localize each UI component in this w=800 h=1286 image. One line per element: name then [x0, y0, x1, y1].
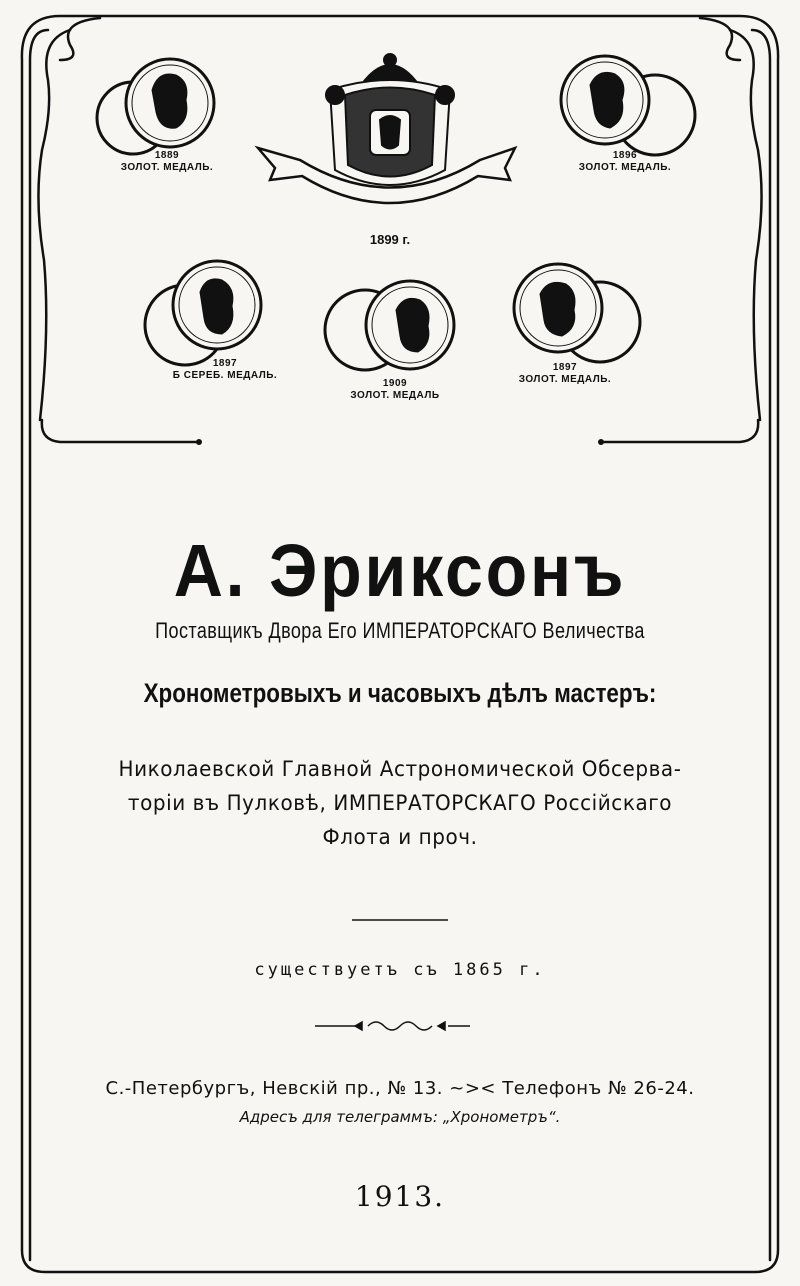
medal-label: ЗОЛОТ. МЕДАЛЬ. [518, 374, 612, 385]
profession-line: Хронометровыхъ и часовыхъ дѣлъ мастеръ: [143, 678, 657, 708]
medal-label: ЗОЛОТ. МЕДАЛЬ [350, 390, 440, 401]
imperial-crest-icon [258, 54, 515, 203]
medal-icon-1889 [97, 59, 214, 154]
medal-caption-5 [505, 362, 625, 386]
medal-label: ЗОЛОТ. МЕДАЛЬ. [120, 162, 214, 173]
medal-icon-1896 [561, 56, 695, 155]
phone-number: Телефонъ № 26-24. [502, 1078, 695, 1099]
medal-year: 1896 [612, 150, 638, 161]
medal-caption-4 [335, 378, 455, 402]
body-line-2: торіи въ Пулковѣ, ИМПЕРАТОРСКАГО Россійскаго [127, 791, 673, 815]
subtitle: Поставщикъ Двора Его ИМПЕРАТОРСКАГО Величества [155, 618, 645, 643]
telegram-address: Адресъ для телеграммъ: „Хронометръ“. [239, 1108, 561, 1126]
page-title: А. Эриксонъ [173, 529, 627, 612]
address-line [40, 1078, 760, 1099]
body-text [58, 752, 742, 854]
crest-year: 1899 г. [369, 232, 411, 247]
ornament-divider-icon [315, 1022, 470, 1030]
street-address: С.-Петербургъ, Невскій пр., № 13. [105, 1078, 444, 1099]
publication-year: 1913. [354, 1180, 446, 1213]
medal-year: 1889 [154, 150, 180, 161]
medal-icon-1897-silver [145, 261, 261, 365]
established-line: существуетъ съ 1865 г. [254, 960, 546, 980]
medal-caption-3 [165, 358, 285, 382]
medal-icon-1909 [325, 281, 454, 370]
medal-year: 1897 [212, 358, 238, 369]
medal-year: 1897 [552, 362, 578, 373]
body-line-1: Николаевской Главной Астрономической Обсерва- [118, 757, 682, 781]
medal-caption-2 [570, 150, 680, 174]
flourish-icon: ~>< [449, 1078, 503, 1099]
medal-caption-1 [112, 150, 222, 174]
body-line-3: Флота и проч. [322, 825, 478, 849]
medal-label: Б СЕРЕБ. МЕДАЛЬ. [172, 370, 278, 381]
medal-label: ЗОЛОТ. МЕДАЛЬ. [578, 162, 672, 173]
medal-icon-1897-gold [514, 264, 640, 362]
medal-year: 1909 [382, 378, 408, 389]
